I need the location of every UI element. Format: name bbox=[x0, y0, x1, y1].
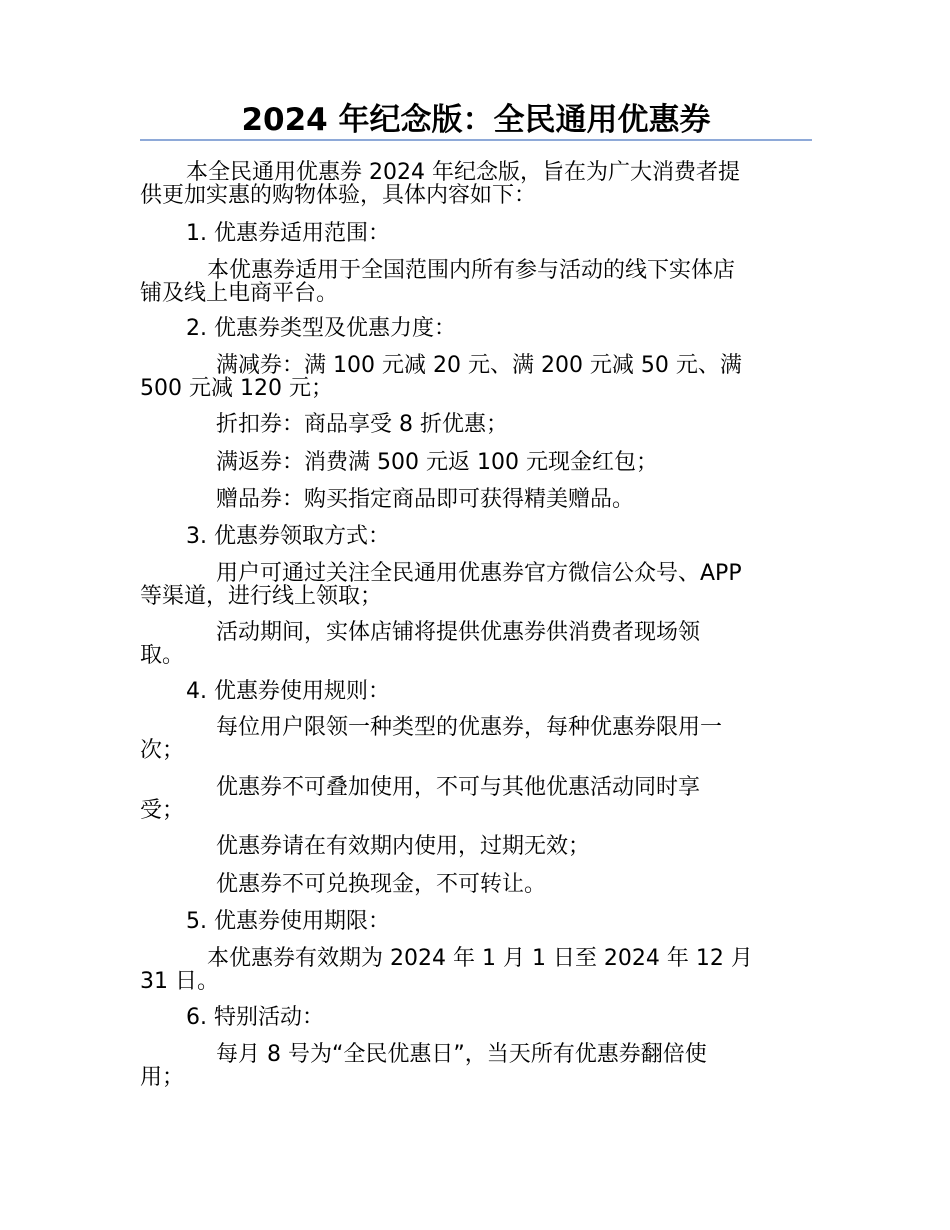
paragraph-line: 优惠券不可兑换现金，不可转让。 bbox=[216, 872, 547, 897]
paragraph-line: 满减券：满 100 元减 20 元、满 200 元减 50 元、满 bbox=[216, 353, 742, 378]
paragraph-line: 用户可通过关注全民通用优惠券官方微信公众号、APP bbox=[216, 561, 742, 586]
section-heading: 2. 优惠券类型及优惠力度： bbox=[186, 316, 456, 341]
paragraph-line: 折扣券：商品享受 8 折优惠； bbox=[216, 412, 508, 437]
section-heading: 3. 优惠券领取方式： bbox=[186, 524, 390, 549]
paragraph-line: 本优惠券有效期为 2024 年 1 月 1 日至 2024 年 12 月 bbox=[207, 946, 753, 971]
paragraph-line: 等渠道，进行线上领取； bbox=[140, 584, 383, 609]
paragraph-line: 用； bbox=[140, 1065, 185, 1090]
intro-line: 本全民通用优惠券 2024 年纪念版，旨在为广大消费者提 bbox=[186, 160, 740, 185]
section-heading: 1. 优惠券适用范围： bbox=[186, 221, 390, 246]
paragraph-line: 优惠券请在有效期内使用，过期无效； bbox=[216, 834, 591, 859]
title-underline bbox=[140, 139, 812, 141]
paragraph-line: 满返券：消费满 500 元返 100 元现金红包； bbox=[216, 450, 658, 475]
paragraph-line: 受； bbox=[140, 798, 185, 823]
paragraph-line: 赠品券：购买指定商品即可获得精美赠品。 bbox=[216, 487, 635, 512]
paragraph-line: 活动期间，实体店铺将提供优惠券供消费者现场领 bbox=[216, 620, 701, 645]
paragraph-line: 500 元减 120 元； bbox=[140, 376, 333, 401]
paragraph-line: 31 日。 bbox=[140, 969, 219, 994]
intro-line: 供更加实惠的购物体验，具体内容如下： bbox=[140, 183, 537, 208]
section-heading: 4. 优惠券使用规则： bbox=[186, 679, 390, 704]
document-title: 2024 年纪念版：全民通用优惠券 bbox=[241, 102, 711, 138]
paragraph-line: 优惠券不可叠加使用，不可与其他优惠活动同时享 bbox=[216, 775, 701, 800]
section-heading: 5. 优惠券使用期限： bbox=[186, 909, 390, 934]
paragraph-line: 本优惠券适用于全国范围内所有参与活动的线下实体店 bbox=[207, 258, 736, 283]
section-heading: 6. 特别活动： bbox=[186, 1005, 324, 1030]
paragraph-line: 每月 8 号为“全民优惠日”，当天所有优惠券翻倍使 bbox=[216, 1042, 707, 1067]
paragraph-line: 铺及线上电商平台。 bbox=[140, 281, 339, 306]
paragraph-line: 次； bbox=[140, 738, 185, 763]
paragraph-line: 取。 bbox=[140, 643, 185, 668]
paragraph-line: 每位用户限领一种类型的优惠券，每种优惠券限用一 bbox=[216, 715, 723, 740]
